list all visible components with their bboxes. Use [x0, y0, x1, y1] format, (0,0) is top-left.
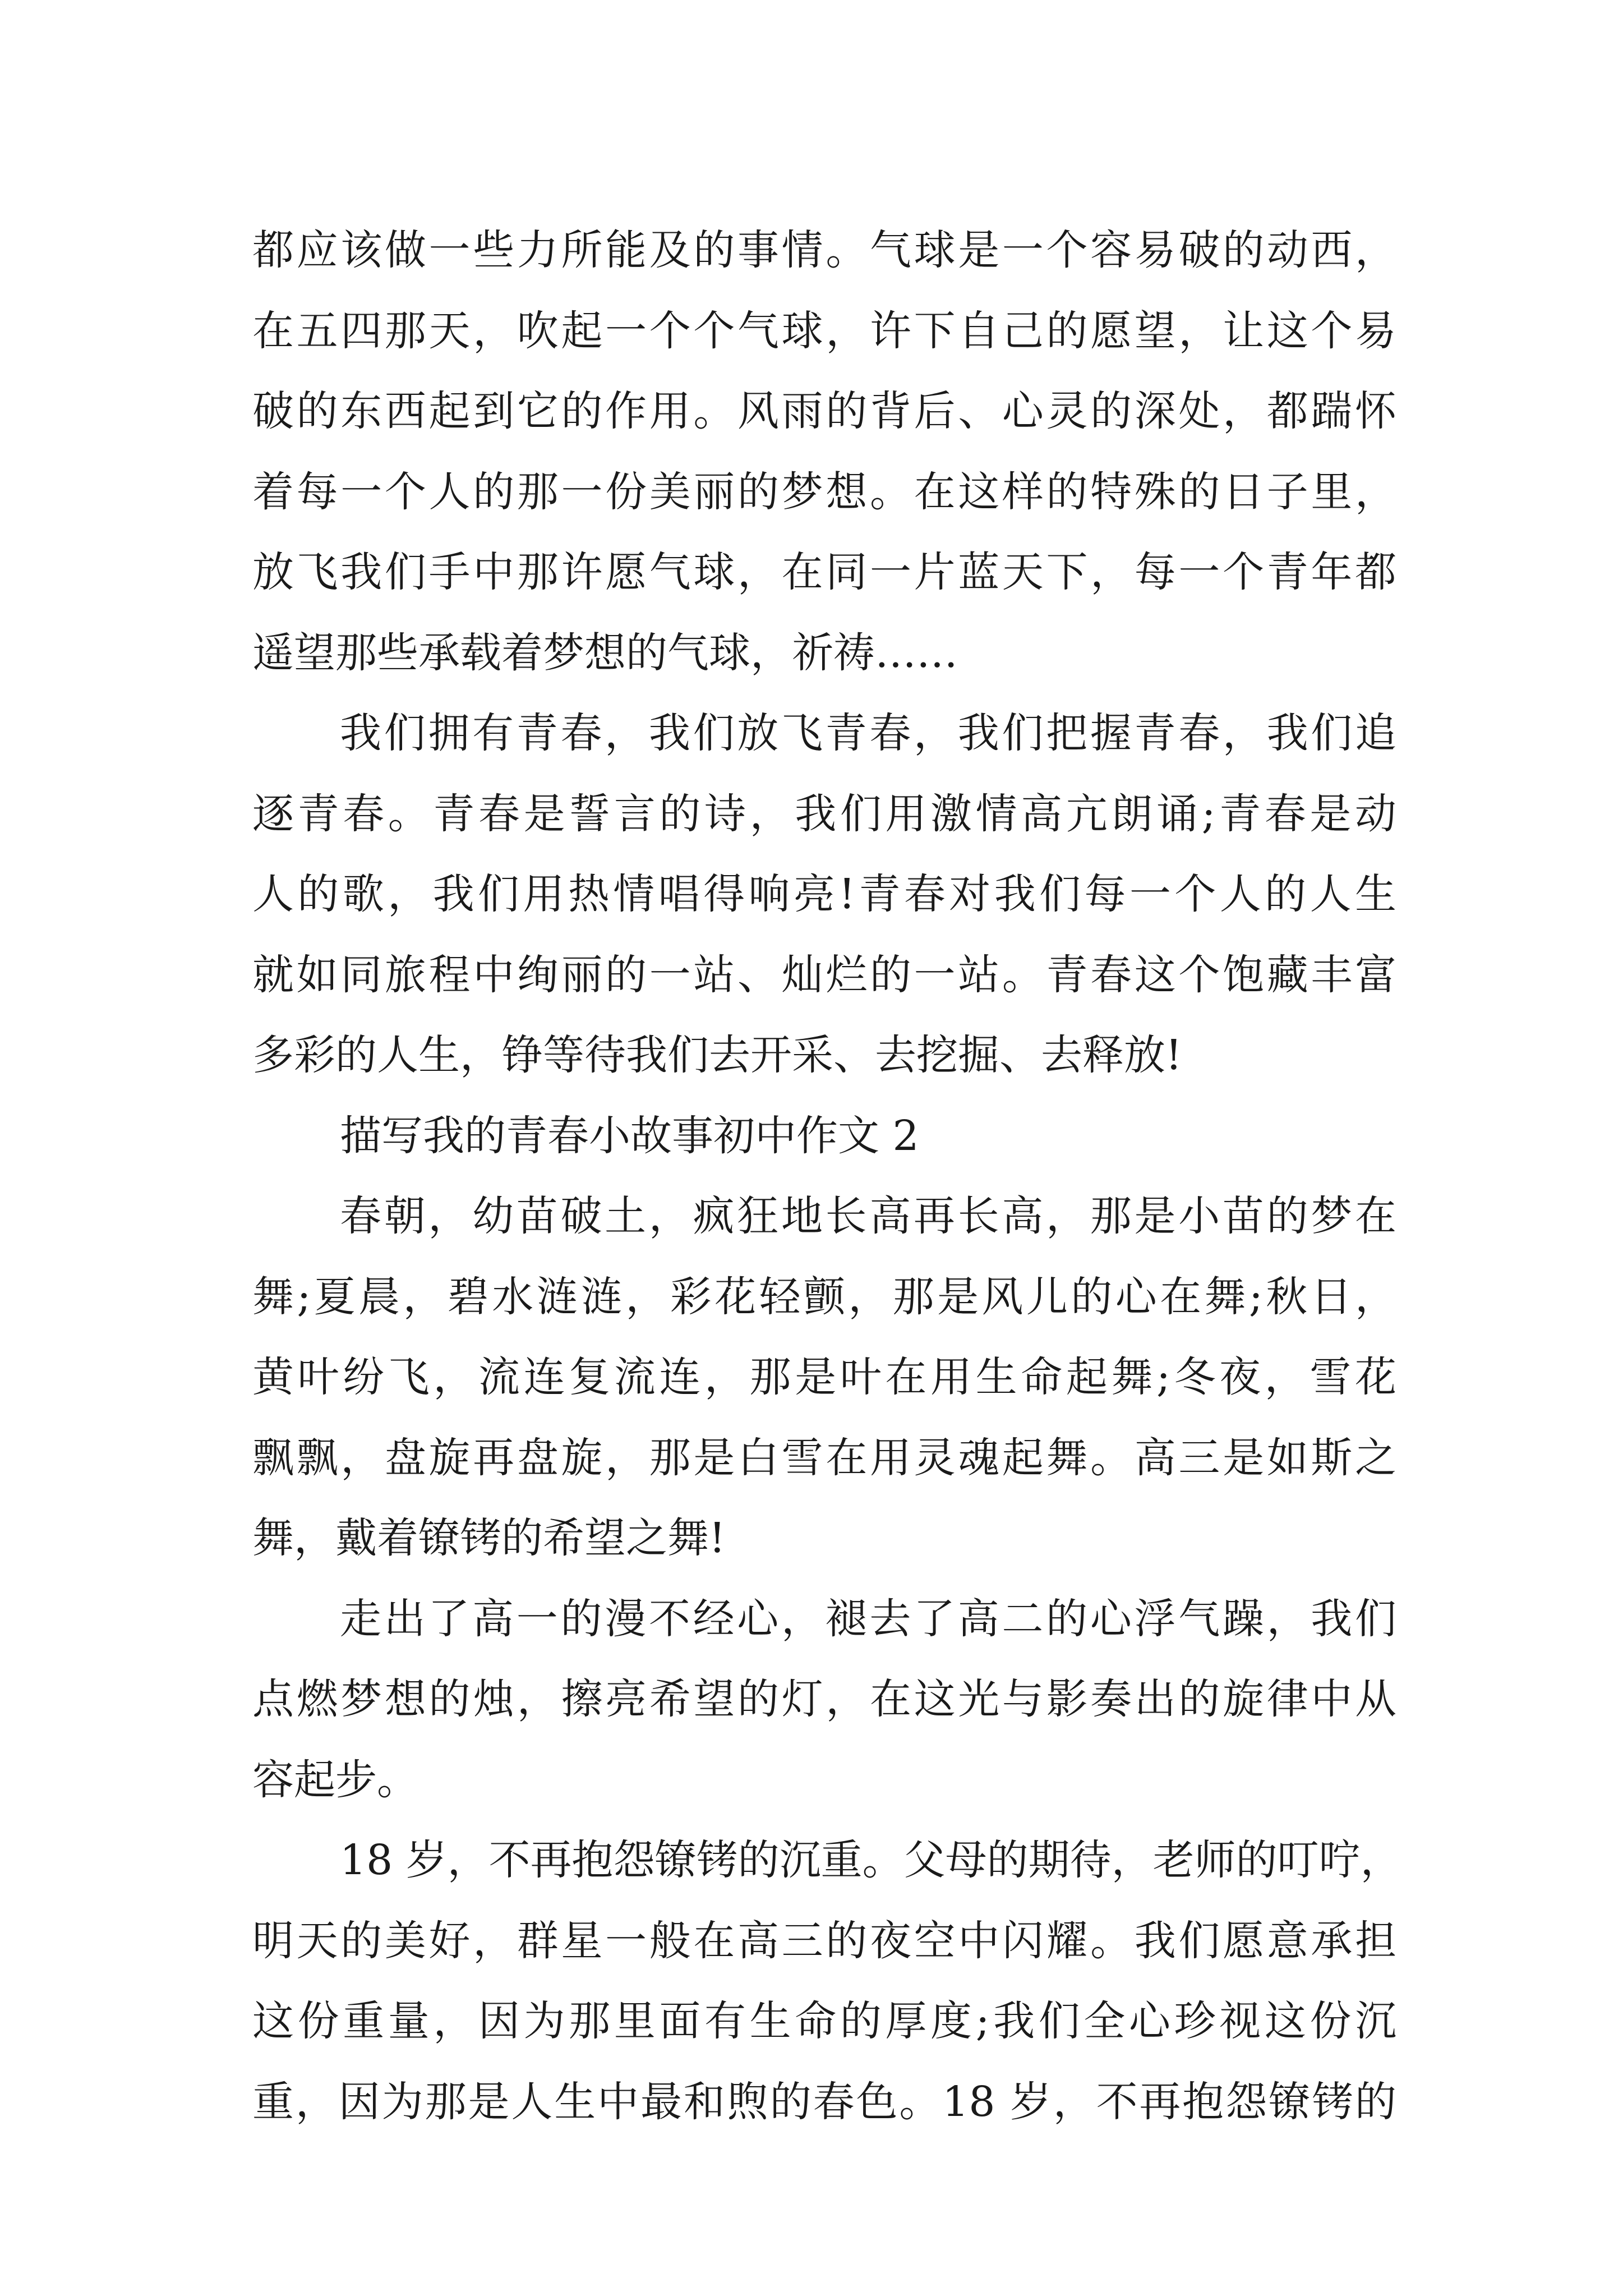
text-line: 飘飘，盘旋再盘旋，那是白雪在用灵魂起舞。高三是如斯之 [252, 1433, 1396, 1482]
text-line: 着每一个人的那一份美丽的梦想。在这样的特殊的日子里， [252, 467, 1396, 516]
paragraph-first-line: 18 岁，不再抱怨镣铐的沉重。父母的期待，老师的叮咛， [340, 1836, 1402, 1884]
text-line: 人的歌，我们用热情唱得响亮!青春对我们每一个人的人生 [252, 870, 1396, 918]
paragraph-first-line: 春朝，幼苗破土，疯狂地长高再长高，那是小苗的梦在 [340, 1192, 1396, 1240]
paragraph-first-line: 走出了高一的漫不经心，褪去了高二的心浮气躁，我们 [340, 1594, 1396, 1643]
section-heading: 描写我的青春小故事初中作文 2 [340, 1111, 919, 1160]
text-line: 舞，戴着镣铐的希望之舞! [252, 1514, 726, 1562]
text-line: 就如同旅程中绚丽的一站、灿烂的一站。青春这个饱藏丰富 [252, 950, 1396, 999]
text-line: 放飞我们手中那许愿气球，在同一片蓝天下，每一个青年都 [252, 548, 1396, 596]
text-line: 点燃梦想的烛，擦亮希望的灯，在这光与影奏出的旋律中从 [252, 1675, 1396, 1723]
text-line: 重，因为那是人生中最和煦的春色。18 岁，不再抱怨镣铐的 [252, 2077, 1396, 2126]
text-line: 都应该做一些力所能及的事情。气球是一个容易破的动西， [252, 226, 1396, 274]
text-line: 容起步。 [252, 1755, 418, 1804]
text-line: 黄叶纷飞，流连复流连，那是叶在用生命起舞;冬夜，雪花 [252, 1353, 1396, 1401]
text-line: 这份重量，因为那里面有生命的厚度;我们全心珍视这份沉 [252, 1997, 1396, 2045]
text-line: 多彩的人生，铮等待我们去开采、去挖掘、去释放! [252, 1031, 1182, 1079]
text-line: 舞;夏晨，碧水涟涟，彩花轻颤，那是风儿的心在舞;秋日， [252, 1272, 1396, 1321]
text-line: 遥望那些承载着梦想的气球，祈祷…… [252, 628, 958, 677]
text-line: 在五四那天，吹起一个个气球，许下自己的愿望，让这个易 [252, 306, 1396, 355]
text-line: 明天的美好，群星一般在高三的夜空中闪耀。我们愿意承担 [252, 1916, 1396, 1965]
document-body [252, 210, 1402, 2142]
text-line: 破的东西起到它的作用。风雨的背后、心灵的深处，都踹怀 [252, 387, 1396, 435]
text-line: 逐青春。青春是誓言的诗，我们用激情高亢朗诵;青春是动 [252, 789, 1396, 838]
paragraph-first-line: 我们拥有青春，我们放飞青春，我们把握青春，我们追 [340, 709, 1396, 757]
